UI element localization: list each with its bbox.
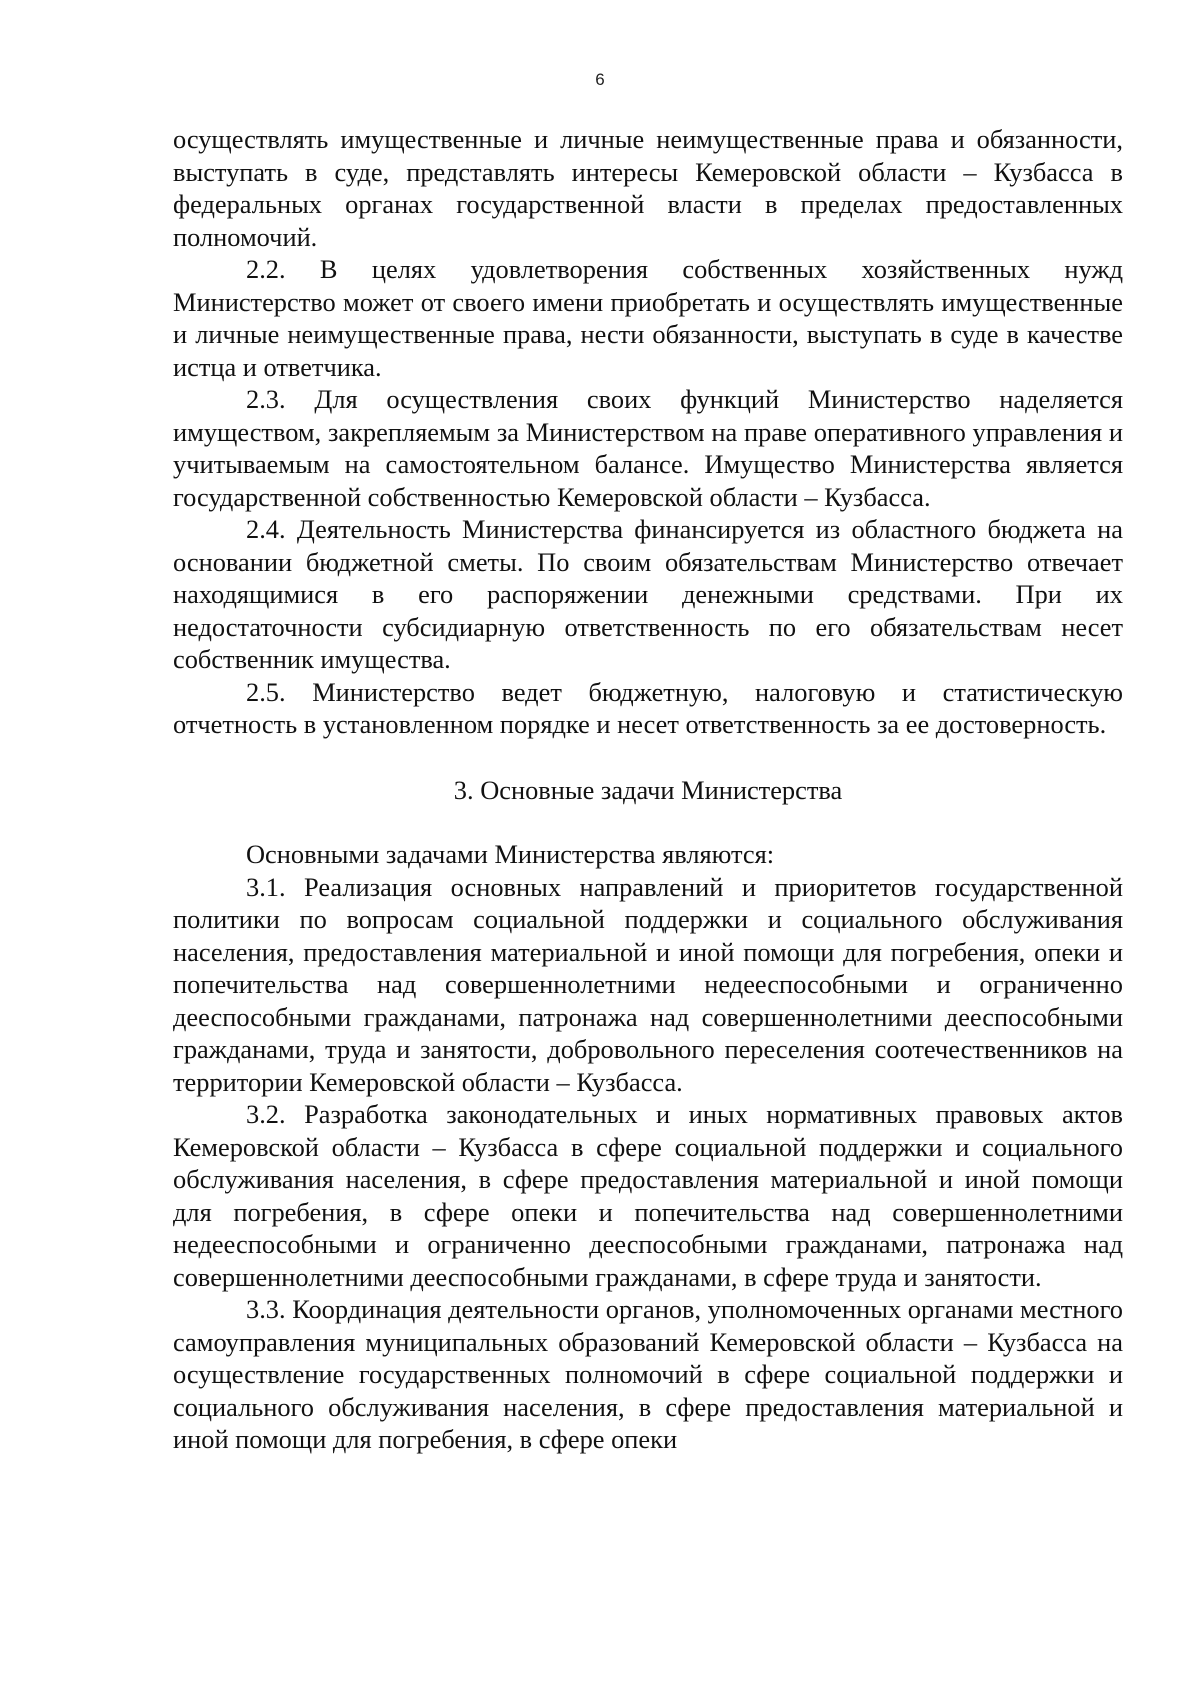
paragraph-2-5: 2.5. Министерство ведет бюджетную, налоговую и статистическую отчетность в установленном порядке и несет ответственность за ее достоверность. <box>173 676 1123 739</box>
document-body <box>173 123 1123 1456</box>
section-3-intro: Основными задачами Министерства являются: <box>246 839 775 869</box>
paragraph-continuation: осуществлять имущественные и личные неимущественные права и обязанности, выступать в суде, представлять интересы Кемеровской области – Кузбасса в федеральных органах государственной власти в пределах предоставленных полномочий. <box>173 124 1123 252</box>
paragraph-3-3: 3.3. Координация деятельности органов, уполномоченных органами местного самоуправления муниципальных образований Кемеровской области – Кузбасса на осуществление государственных полномочий в сфере социальной поддержки и социального обслуживания населения, в сфере предоставления материальной и иной помощи для погребения, в сфере опеки <box>173 1294 1123 1454</box>
paragraph-2-4: 2.4. Деятельность Министерства финансируется из областного бюджета на основании бюджетной сметы. По своим обязательствам Министерство отвечает находящимися в его распоряжении денежными средствами. При их недостаточности субсидиарную ответственность по его обязательствам несет собственник имущества. <box>173 514 1123 674</box>
paragraph-2-3: 2.3. Для осуществления своих функций Министерство наделяется имуществом, закрепляемым за Министерством на праве оперативного управления и учитываемым на самостоятельном балансе. Имущество Министерства является государственной собственностью Кемеровской области – Кузбасса. <box>173 384 1123 512</box>
section-heading-3: 3. Основные задачи Министерства <box>453 774 843 805</box>
paragraph-3-2: 3.2. Разработка законодательных и иных нормативных правовых актов Кемеровской области – Кузбасса в сфере социальной поддержки и социального обслуживания населения, в сфере предоставления материальной и иной помощи для погребения, в сфере опеки и попечительства над совершеннолетними недееспособными и ограниченно дееспособными гражданами, патронажа над совершеннолетними дееспособными гражданами, в сфере труда и занятости. <box>173 1099 1123 1292</box>
paragraph-3-1: 3.1. Реализация основных направлений и приоритетов государственной политики по вопросам социальной поддержки и социального обслуживания населения, предоставления материальной и иной помощи для погребения, опеки и попечительства над совершеннолетними недееспособными и ограниченно дееспособными гражданами, патронажа над совершеннолетними дееспособными гражданами, труда и занятости, добровольного переселения соотечественников на территории Кемеровской области – Кузбасса. <box>173 871 1123 1097</box>
paragraph-2-2: 2.2. В целях удовлетворения собственных хозяйственных нужд Министерство может от своего имени приобретать и осуществлять имущественные и личные неимущественные права, нести обязанности, выступать в суде в качестве истца и ответчика. <box>173 254 1123 382</box>
page-number: 6 <box>595 70 605 89</box>
